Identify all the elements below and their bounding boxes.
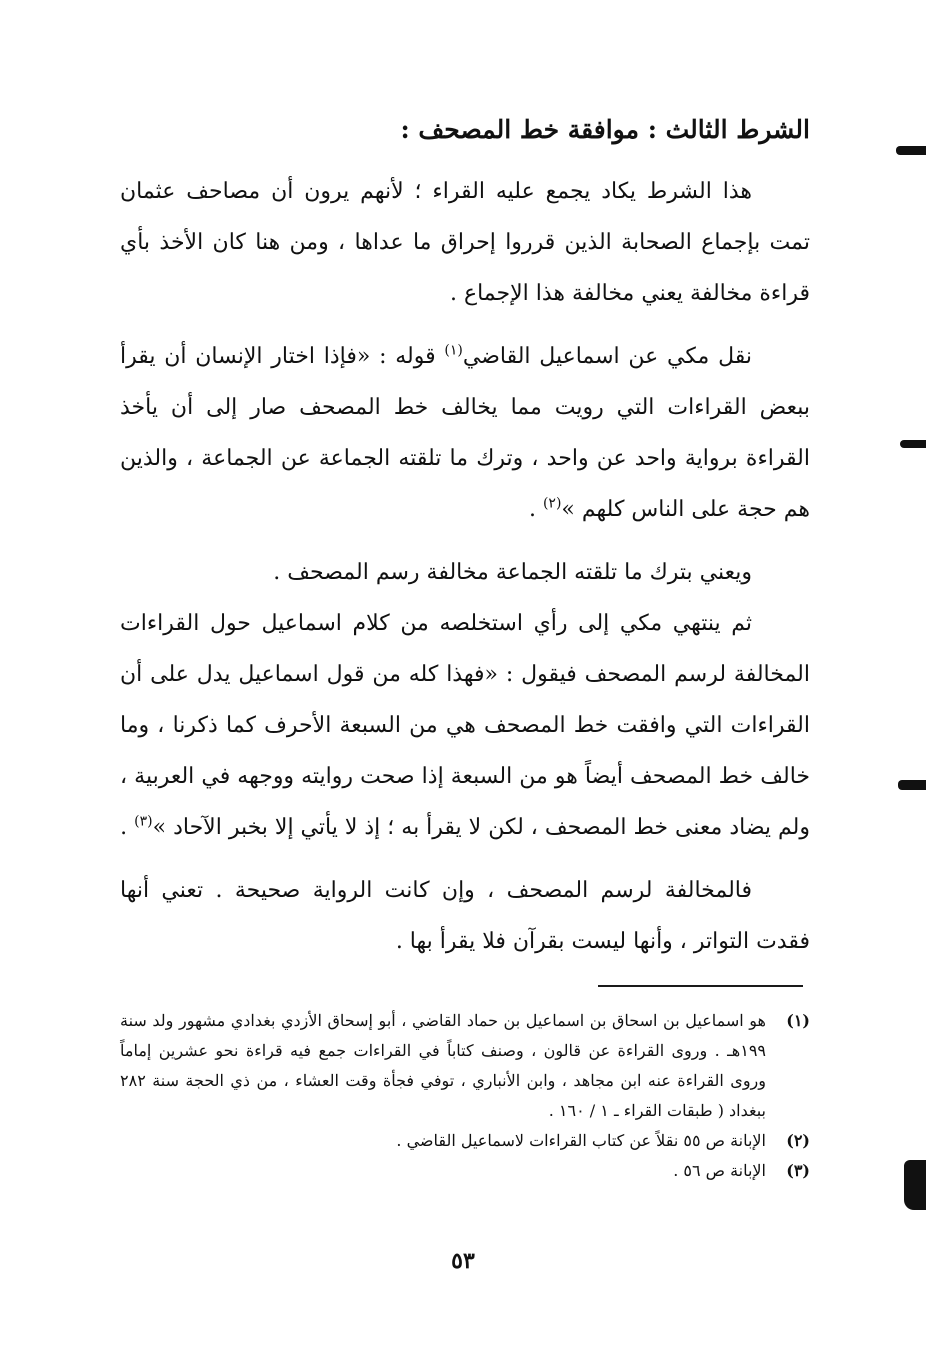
footnote-text: الإبانة ص ٥٦ . <box>673 1161 766 1180</box>
footnote-ref: (١) <box>444 342 463 359</box>
footnote <box>120 1006 810 1126</box>
scan-edge-mark <box>896 146 926 155</box>
footnotes <box>120 1006 810 1186</box>
footnote-ref: (٣) <box>134 813 153 830</box>
paragraph: هذا الشرط يكاد يجمع عليه القراء ؛ لأنهم يرون أن مصاحف عثمان تمت بإجماع الصحابة الذين قرروا إحراق ما عداها ، ومن هنا كان الأخذ بأي قراءة مخالفة يعني مخالفة هذا الإجماع . <box>120 179 810 306</box>
paragraph-text: نقل مكي عن اسماعيل القاضي <box>462 344 752 369</box>
footnote-separator <box>598 985 803 987</box>
paragraph: ويعني بترك ما تلقته الجماعة مخالفة رسم المصحف . <box>273 560 752 585</box>
scan-edge-mark <box>900 440 926 448</box>
footnote-number: (٣) <box>786 1161 810 1180</box>
footnote-text: الإبانة ص ٥٥ نقلاً عن كتاب القراءات لاسماعيل القاضي . <box>396 1131 766 1150</box>
paragraph-text: ثم ينتهي مكي إلى رأي استخلصه من كلام اسماعيل حول القراءات المخالفة لرسم المصحف فيقول : «فهذا كله من قول اسماعيل يدل على أن القراءات التي وافقت خط المصحف هي من السبعة الأحرف كما ذكرنا ، وما خالف خط المصحف أيضاً هو من السبعة إذا صحت روايته ووجهه في العربية ، ولم يضاد معنى خط المصحف ، لكن لا يقرأ به ؛ إذ لا يأتي إلا بخبر الآحاد » <box>120 611 810 840</box>
page-number: ٥٣ <box>451 1248 475 1274</box>
footnote-number: (١) <box>786 1011 810 1030</box>
footnote <box>120 1156 810 1186</box>
footnote-text: هو اسماعيل بن اسحاق بن اسماعيل بن حماد القاضي ، أبو إسحاق الأزدي بغدادي مشهور ولد سنة ١٩٩هـ . وروى القراءة عن قالون ، وصنف كتاباً في القراءات جمع فيه قراءة نحو عشرين إماماً وروى القراءة عنه ابن مجاهد ، وابن الأنباري ، توفي فجأة وقت العشاء ، من ذي الحجة سنة ٢٨٢ ببغداد ( طبقات القراء ـ ١ / ١٦٠ . <box>120 1011 766 1120</box>
paragraph-text: . <box>528 497 543 522</box>
footnote-ref: (٢) <box>542 495 562 512</box>
main-text <box>120 108 810 979</box>
footnote-number: (٢) <box>786 1131 810 1150</box>
paragraph-quote-makki <box>120 598 810 853</box>
footnote <box>120 1126 810 1156</box>
paragraph-text: قوله : «فإذا اختار الإنسان أن يقرأ ببعض القراءات التي رويت مما يخالف خط المصحف صار إلى أن يأخذ القراءة برواية واحد عن واحد ، وترك ما تلقته الجماعة عن الجماعة ، والذين هم حجة على الناس كلهم » <box>120 344 810 522</box>
paragraph-quote-ismail <box>120 331 810 535</box>
scan-edge-mark <box>898 780 926 790</box>
scan-edge-mark <box>904 1160 926 1210</box>
paragraph-text: . <box>120 815 135 840</box>
paragraph: فالمخالفة لرسم المصحف ، وإن كانت الرواية صحيحة . تعني أنها فقدت التواتر ، وأنها ليست بقرآن فلا يقرأ بها . <box>120 878 810 954</box>
section-heading: الشرط الثالث : موافقة خط المصحف : <box>400 115 810 144</box>
